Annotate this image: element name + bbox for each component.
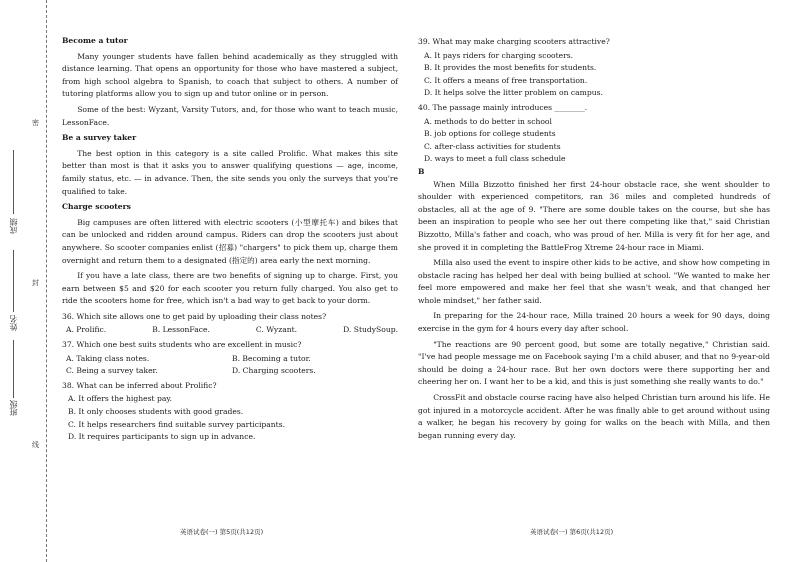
option: D. StudySoup.	[343, 325, 398, 335]
section-title-scooters: Charge scooters	[62, 202, 131, 212]
option: A. Prolific.	[66, 325, 107, 335]
score-label: 成绩	[9, 218, 18, 234]
scooters-paragraph-2: If you have a late class, there are two benefits of signing up to charge. First, you earn between $5 and $20 for each scooter you return fully charged. You also get to ride the scooters home for free, which isn't a bad way to get back to your dorm.	[62, 271, 398, 306]
scooters-paragraph-1: Big campuses are often littered with electric scooters (小型摩托车) and bikes that can be unlocked and ridden around campus. Riders can drop the scooters just about anywhere. So scooter companies enlist (招募) "chargers" to pick them up, charge them overnight and return them to a designated (指定的) area early the next morning.	[62, 217, 398, 265]
section-title-survey: Be a survey taker	[62, 133, 137, 143]
question-37-options-row-1	[62, 353, 398, 366]
passage-b-paragraph: CrossFit and obstacle course racing have also helped Christian turn around his life. He got injured in a motorcycle accident. After he was finally able to get around without using a walker, he began his recovery by going for walks on the beach with Milla, and then began running every day.	[418, 393, 770, 440]
section-b-heading: B	[418, 166, 425, 176]
option: C. Being a survey taker.	[66, 366, 158, 376]
passage-b-paragraph: "The reactions are 90 percent good, but some are totally negative," Christian said. "I've had people message me on Facebook saying I'm a child abuser, and that no 9-year-old should be doing a 24-hour race. But her own doctors were there supporting her and cheering her on. I want her to be a kid, and this is just something she really wants to do."	[418, 339, 770, 387]
option: B. It provides the most benefits for students.	[424, 63, 597, 73]
option: A. methods to do better in school	[424, 116, 552, 126]
question-37-stem: 37. Which one best suits students who are excellent in music?	[62, 340, 302, 350]
question-39-stem: 39. What may make charging scooters attractive?	[418, 37, 610, 46]
tutor-paragraph-1: Many younger students have fallen behind academically as they struggled with distance learning. That opens an opportunity for those who have mastered a subject, from high school algebra to Spanish, to coach that subject to others. A number of tutoring platforms allow you to sign up and tutor online or in person.	[62, 51, 398, 99]
question-36-stem: 36. Which site allows one to get paid by uploading their class notes?	[62, 311, 327, 321]
option: B. job options for college students	[424, 129, 556, 139]
option: D. It helps solve the litter problem on campus.	[424, 88, 603, 98]
passage-b-paragraph: Milla also used the event to inspire other kids to be active, and show how competing in obstacle racing has helped her deal with being bullied at school. "We wanted to make her feel more empowered and make her feel that she wasn't weak, and that changed her whole mindset," her father said.	[418, 258, 770, 305]
name-line	[13, 250, 14, 312]
name-label: 姓名	[9, 315, 18, 331]
binding-margin	[0, 0, 47, 562]
seal-mark-1: 密	[32, 119, 39, 127]
section-title-tutor: Become a tutor	[62, 36, 128, 45]
page-5-footer: 英语试卷(一) 第5页(共12页)	[180, 528, 264, 536]
option: D. ways to meet a full class schedule	[424, 154, 566, 164]
page-6-column	[418, 34, 770, 445]
option: C. after-class activities for students	[424, 141, 561, 151]
seal-mark-2: 封	[32, 279, 39, 287]
score-line	[13, 150, 14, 214]
passage-b-paragraph: When Milla Bizzotto finished her first 24-hour obstacle race, she went shoulder to shoulder with experienced competitors, ran 36 miles and completed hundreds of obstacles, all at the age of 9. "There are some double takes on the course, but she has been an inspiration to people who see her out there competing like that," said Christian Bizzotto, Milla's father and coach, who was proud of her. Milla is very fit for her age, and she proved it in completing the BattleFrog Xtreme 24-hour race in Miami.	[418, 179, 770, 252]
option: C. It offers a means of free transportation.	[424, 75, 588, 85]
question-36-options	[62, 324, 398, 337]
option: A. It pays riders for charging scooters.	[424, 50, 574, 60]
passage-b-paragraph: In preparing for the 24-hour race, Milla trained 20 hours a week for 90 days, doing exercise in the gym for 4 hours every day after school.	[418, 311, 770, 334]
seal-mark-3: 线	[32, 441, 39, 449]
option: D. Charging scooters.	[232, 366, 316, 376]
class-line	[13, 340, 14, 398]
question-38-stem: 38. What can be inferred about Prolific?	[62, 380, 217, 390]
option: C. It helps researchers find suitable survey participants.	[68, 419, 286, 429]
page-6-footer: 英语试卷(一) 第6页(共12页)	[530, 528, 614, 536]
option: B. It only chooses students with good grades.	[68, 407, 244, 417]
option: A. It offers the highest pay.	[68, 394, 173, 404]
class-label: 班级	[9, 400, 18, 416]
question-37-options-row-2	[62, 365, 398, 378]
option: C. Wyzant.	[255, 325, 298, 335]
option: D. It requires participants to sign up in advance.	[68, 432, 256, 442]
option: B. Becoming a tutor.	[232, 353, 311, 363]
page-5-column	[62, 34, 398, 444]
option: B. LessonFace.	[152, 325, 210, 335]
tutor-paragraph-2: Some of the best: Wyzant, Varsity Tutors, and, for those who want to teach music, LessonFace.	[62, 104, 398, 127]
question-40-stem: 40. The passage mainly introduces ________.	[418, 102, 588, 112]
survey-paragraph: The best option in this category is a site called Prolific. What makes this site better than most is that it asks you to answer qualifying questions — age, income, family status, etc. — in advance. Then, the site sends you only the surveys that you're qualified to take.	[62, 148, 398, 196]
option: A. Taking class notes.	[66, 353, 150, 363]
